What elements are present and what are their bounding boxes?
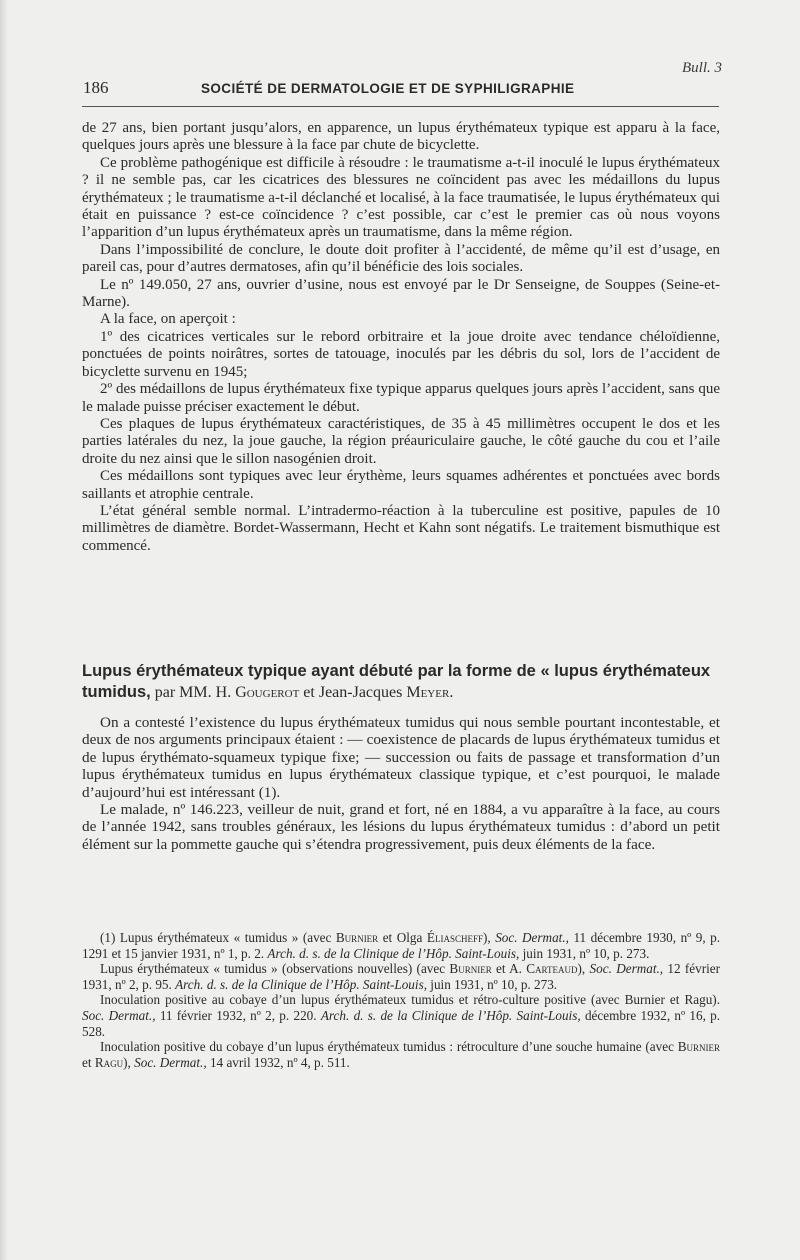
footnote-text: décembre 1932, nº 16, p. 528. <box>82 1007 721 1039</box>
author-name: Meyer <box>406 684 450 701</box>
paragraph: A la face, on aperçoit : <box>100 311 236 328</box>
footnote-text: Lupus érythémateux « tumidus » (observations nouvelles) (avec <box>100 961 446 977</box>
paragraph: Le malade, nº 146.223, veilleur de nuit, grand et fort, né en 1884, a vu apparaître à la face, au cours de l’année 1942, sans troubles généraux, les lésions du lupus érythémateux tumidus : d’abord un petit élément sur la pommette gauche qui s’étendra progressivement, puis deux éléments de la face. <box>82 801 720 853</box>
previous-case-text <box>82 120 720 555</box>
footnote-text: juin 1931, nº 10, p. 273. <box>430 976 558 992</box>
journal-title: Arch. d. s. de la Clinique de l’Hôp. Saint-Louis, <box>175 976 427 992</box>
paragraph: 2º des médaillons de lupus érythémateux fixe typique apparus quelques jours après l’accident, sans que le malade puisse préciser exactement le début. <box>82 381 720 415</box>
footnote-text: juin 1931, nº 10, p. 273. <box>522 945 650 961</box>
footnote-text: ), <box>123 1054 131 1070</box>
byline-prefix: par MM. H. <box>154 684 232 701</box>
page-binding-shadow <box>0 0 8 1260</box>
footnote-text: Inoculation positive au cobaye d’un lupus érythémateux tumidus et rétro-culture positive (avec Burnier et Ragu). <box>100 992 720 1008</box>
paragraph: L’état général semble normal. L’intradermo-réaction à la tuberculine est positive, papules de 10 millimètres de diamètre. Bordet-Wassermann, Hecht et Kahn sont négatifs. Le traitement bismuthique est commencé. <box>82 502 720 554</box>
bulletin-mark: Bull. 3 <box>682 60 722 76</box>
footnote-text: (1) Lupus érythémateux « tumidus » (avec <box>100 930 332 945</box>
paragraph: Ces médaillons sont typiques avec leur érythème, leurs squames adhérentes et ponctuées avec bords saillants et atrophie centrale. <box>82 468 720 502</box>
cited-name: Burnier <box>335 930 379 945</box>
journal-title: Arch. d. s. de la Clinique de l’Hôp. Saint-Louis, <box>267 945 520 961</box>
article-title: Lupus érythémateux typique ayant débuté par la forme de « lupus érythémateux tumidus, <box>82 662 711 701</box>
header-rule <box>82 106 719 107</box>
paragraph: Dans l’impossibilité de conclure, le doute doit profiter à l’accidenté, de même qu’il est d’usage, en pareil cas, pour d’autres dermatoses, afin qu’il bénéficie des lois sociales. <box>82 241 720 276</box>
page-number: 186 <box>83 78 109 97</box>
running-head: SOCIÉTÉ DE DERMATOLOGIE ET DE SYPHILIGRAPHIE <box>201 81 575 96</box>
author-name: Gougerot <box>235 684 300 701</box>
footnotes <box>82 930 720 1070</box>
footnote-text: 12 février 1931, nº 2, p. 95. <box>82 961 721 992</box>
footnote-text: ), <box>482 930 491 945</box>
footnote-text: et Olga <box>382 930 423 945</box>
footnote-text: ), <box>577 961 586 977</box>
footnote-text: et <box>82 1054 92 1070</box>
journal-title: Soc. Dermat., <box>495 930 569 945</box>
paragraph: Le nº 149.050, 27 ans, ouvrier d’usine, nous est envoyé par le Dr Senseigne, de Souppes (Seine-et-Marne). <box>82 276 720 311</box>
paragraph: On a contesté l’existence du lupus érythémateux tumidus qui nous semble pourtant incontestable, et deux de nos arguments principaux étaient : — coexistence de placards de lupus érythémateux tumidus et de lupus érythémato-squameux typique fixe; — succession ou faits de passage et transformation d’un lupus érythémateux tumidus en lupus érythémateux classique typique, et c’est pourquoi, le malade d’aujourd’hui est intéressant (1). <box>82 714 720 801</box>
paragraph: 1º des cicatrices verticales sur le rebord orbitraire et la joue droite avec tendance chéloïdienne, ponctuées de points noirâtres, sortes de tatouage, inoculés par les débris du sol, lors de l’accident de bicyclette survenu en 1945; <box>82 328 720 380</box>
byline-end: . <box>449 684 454 701</box>
page-header <box>83 78 719 98</box>
journal-title: Soc. Dermat., <box>589 961 664 977</box>
footnote <box>82 992 720 1039</box>
article-heading <box>82 661 722 703</box>
paragraph: Ces plaques de lupus érythémateux caractéristiques, de 35 à 45 millimètres occupent le dos et les parties latérales du nez, la joue gauche, la région préauriculaire gauche, le côté gauche du cou et l’aile droite du nez ainsi que le sillon nasogénien droit. <box>82 415 720 467</box>
cited-name: Burnier <box>677 1039 721 1055</box>
footnote-text: et A. <box>496 961 522 977</box>
footnote-text: 11 février 1932, nº 2, p. 220. <box>159 1007 317 1023</box>
byline-joiner: et Jean-Jacques <box>303 684 403 701</box>
paragraph: de 27 ans, bien portant jusqu’alors, en apparence, un lupus érythémateux typique est apparu à la face, quelques jours après une blessure à la face par chute de bicyclette. <box>82 120 720 154</box>
footnote-text: 14 avril 1932, nº 4, p. 511. <box>209 1054 350 1070</box>
footnote-text: 11 décembre 1930, nº 9, p. 1291 et 15 janvier 1931, nº 1, p. 2. <box>82 930 721 961</box>
journal-title: Soc. Dermat., <box>82 1007 156 1023</box>
journal-title: Soc. Dermat., <box>134 1054 207 1070</box>
footnote <box>82 930 720 961</box>
footnote <box>82 961 720 992</box>
cited-name: Ragu <box>94 1054 124 1070</box>
article-body <box>82 714 720 853</box>
footnote-text: Inoculation positive du cobaye d’un lupus érythémateux tumidus : rétroculture d’une souche humaine (avec <box>100 1039 674 1055</box>
footnote <box>82 1039 720 1070</box>
cited-name: Carteaud <box>526 961 578 977</box>
cited-name: Éliascheff <box>426 930 483 945</box>
cited-name: Burnier <box>449 961 492 977</box>
journal-title: Arch. d. s. de la Clinique de l’Hôp. Saint-Louis, <box>320 1007 581 1023</box>
paragraph: Ce problème pathogénique est difficile à résoudre : le traumatisme a-t-il inoculé le lupus érythémateux ? il ne semble pas, car les cicatrices des blessures ne coïncident pas avec les médaillons du lupus érythémateux ; le traumatisme a-t-il déclanché et localisé, à la face traumatisée, le lupus érythémateux qui était en puissance ? est-ce coïncidence ? c’est possible, car c’est le premier cas où nous voyons l’apparition d’un lupus érythémateux après un traumatisme, dans la même région. <box>82 154 720 241</box>
